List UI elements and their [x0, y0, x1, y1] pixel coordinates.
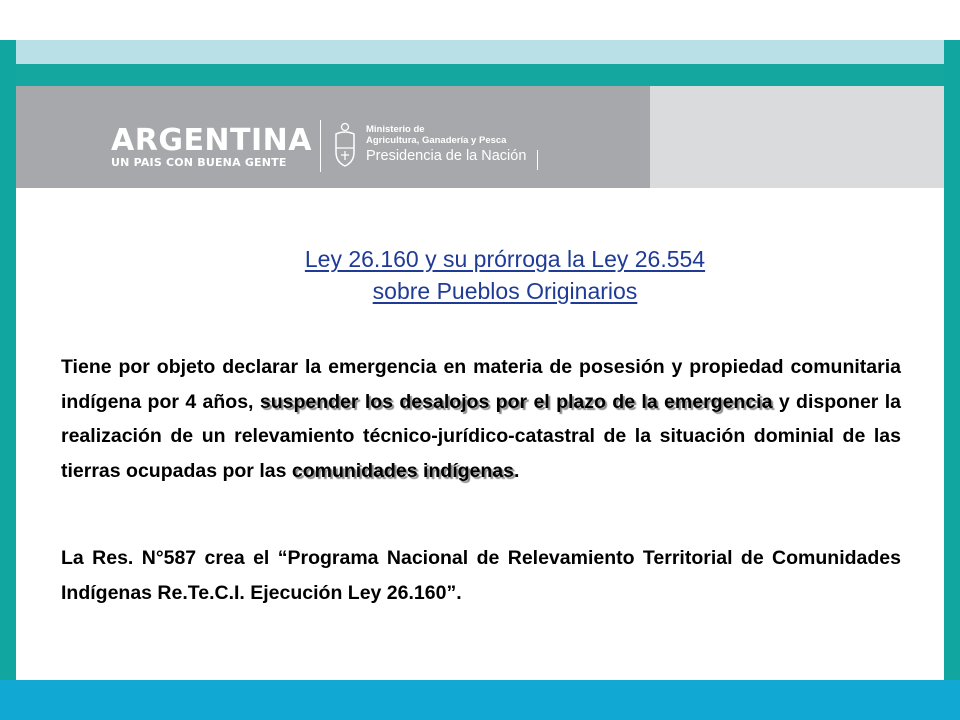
slide-title: [130, 243, 880, 307]
paragraph-1-text-c: .: [513, 459, 520, 482]
highlight-eviction-suspension: suspender los desalojos por el plazo de la emergencia: [259, 390, 773, 413]
header-banner-right: [650, 86, 944, 188]
paragraph-objective: [61, 350, 901, 488]
ministry-line-3: Presidencia de la Nación: [366, 148, 527, 164]
logo-divider: [320, 120, 321, 172]
paragraph-resolution: La Res. N°587 crea el “Programa Nacional de Relevamiento Territorial de Comunidades Indígenas Re.Te.C.I. Ejecución Ley 26.160”.: [61, 547, 901, 604]
ministry-logo: [366, 124, 556, 165]
teal-strip: [16, 64, 944, 86]
title-line-2: sobre Pueblos Originarios: [372, 278, 638, 304]
ministry-line-1: Ministerio de: [366, 124, 425, 135]
top-margin: [0, 0, 960, 40]
paragraph-1-text-a: Tiene por objeto declarar la emergencia en materia de posesión y propiedad comunitaria indígena por 4 años,: [61, 356, 901, 413]
top-strip: [16, 40, 944, 64]
paragraph-1-text-b: y disponer la realización de un relevamiento técnico-jurídico-catastral de la situación dominial de las tierras ocupadas por las: [61, 390, 902, 482]
ministry-divider: [537, 150, 538, 170]
logo-tagline: UN PAIS CON BUENA GENTE: [111, 156, 287, 169]
right-border: [944, 188, 960, 680]
bottom-strip: [0, 680, 960, 720]
logo-main-text: ARGENTINA: [111, 123, 312, 158]
ministry-line-2: Agricultura, Ganadería y Pesca: [366, 135, 507, 146]
title-line-1: Ley 26.160 y su prórroga la Ley 26.554: [304, 246, 706, 272]
left-border: [0, 188, 16, 680]
highlight-indigenous-communities: comunidades indígenas: [291, 459, 514, 482]
argentina-logo: [111, 123, 312, 169]
coat-of-arms-icon: [332, 122, 358, 168]
